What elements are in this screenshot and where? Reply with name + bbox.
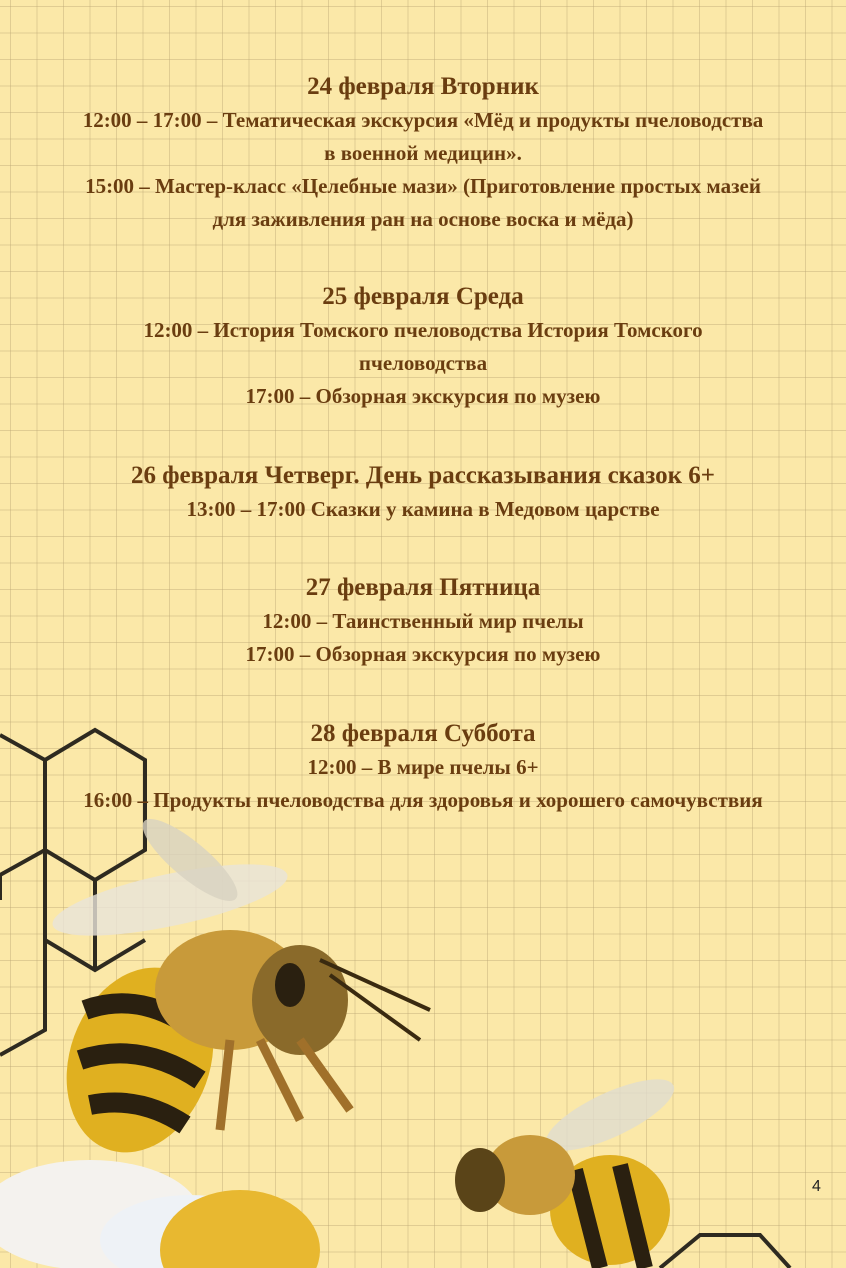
event-line: 12:00 – История Томского пчеловодства История Томского: [143, 318, 703, 342]
page-number: 4: [812, 1178, 821, 1195]
event-line: 13:00 – 17:00 Сказки у камина в Медовом царстве: [186, 497, 660, 521]
schedule-day-26: [0, 459, 846, 526]
schedule-day-24: [0, 70, 846, 236]
event-line: 12:00 – Таинственный мир пчелы: [262, 609, 584, 633]
event-line: пчеловодства: [358, 351, 488, 375]
bee-large-icon: [42, 808, 430, 1174]
event-line: 16:00 – Продукты пчеловодства для здоровья и хорошего самочувствия: [83, 788, 763, 812]
day-heading: 27 февраля Пятница: [305, 574, 541, 601]
schedule-day-28: [0, 717, 846, 817]
schedule-day-27: [0, 571, 846, 671]
event-line: 15:00 – Мастер-класс «Целебные мази» (Приготовление простых мазей: [85, 174, 761, 198]
daisy-flower: [0, 1160, 320, 1268]
event-line: 17:00 – Обзорная экскурсия по музею: [245, 384, 601, 408]
event-line: для заживления ран на основе воска и мёда): [212, 207, 634, 231]
event-line: 12:00 – 17:00 – Тематическая экскурсия «Мёд и продукты пчеловодства: [82, 108, 764, 132]
day-heading: 25 февраля Среда: [322, 283, 524, 310]
day-heading: 24 февраля Вторник: [307, 73, 539, 100]
bee-small-icon: [455, 1065, 683, 1268]
schedule-day-25: [0, 280, 846, 413]
event-line: в военной медицин».: [324, 141, 522, 165]
day-heading: 28 февраля Суббота: [310, 720, 536, 747]
event-line: 12:00 – В мире пчелы 6+: [307, 755, 539, 779]
event-line: 17:00 – Обзорная экскурсия по музею: [245, 642, 601, 666]
day-heading: 26 февраля Четверг. День рассказывания сказок 6+: [131, 462, 715, 489]
